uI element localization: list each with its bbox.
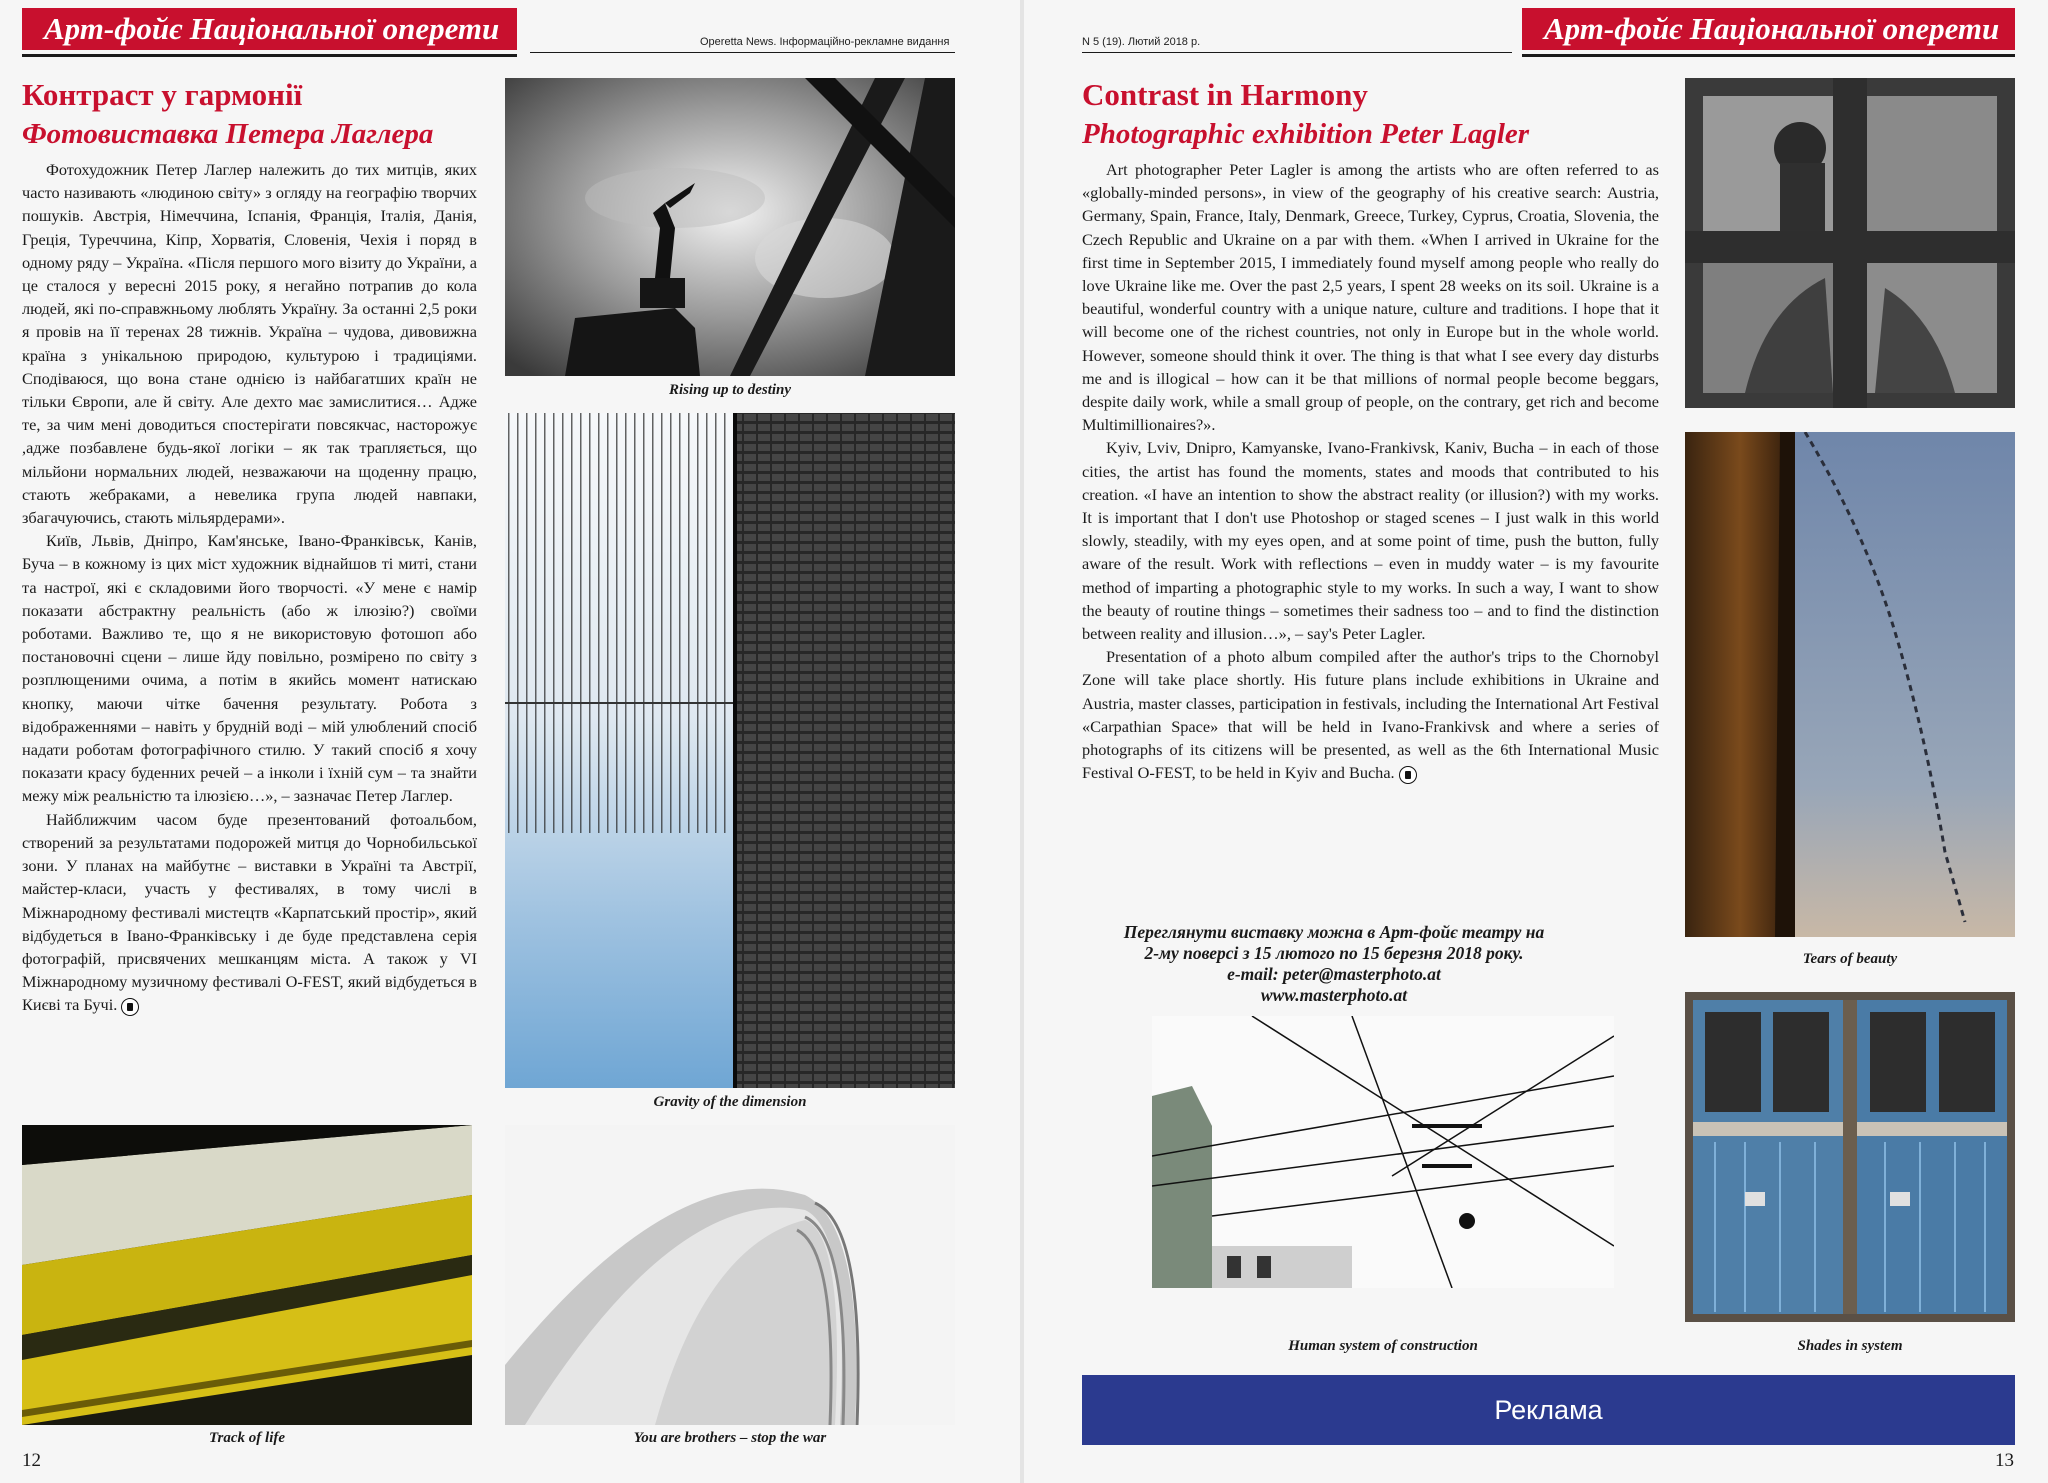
- left-paragraph-text: Найближчим часом буде презентований фотоальбом, створений за результатами подорожей митця до Чорнобильської зони. У планах на майбутнє – виставки в Україні та Австрії, майстер-класи, участь у фестивалях, в тому числі в Міжнародному фестивалі мистецтв «Карпатський простір», який відбудеться в Івано-Франківську і де буде представлена серія фотографій, присвячених мешканцям міста. А також у VI Міжнародному музичному фестивалі O-FEST, який відбудеться в Києві та Бучі.: [22, 809, 477, 1015]
- photo-tears-of-beauty-image: [1685, 432, 2015, 937]
- right-paragraph: Kyiv, Lviv, Dnipro, Kamyanske, Ivano-Frankivsk, Kaniv, Bucha – in each of those cities, the artist has found the moments, states and moods that contributed to his creation. «I have an intention to show the abstract reality (or illusion?) with my works. It is important that I don't use Photoshop or staged scenes – I just walk in this world slowly, steadily, with my eyes open, and at some point of time, push the button, fully aware of the result. Work with reflections – even in muddy water – is my favourite method of imparting a photographic style to my works. In such a way, I want to show the beauty of routine things – sometimes their sadness too – and to find the distinction between reality and illusion…», – say's Peter Lagler.: [1082, 438, 1659, 644]
- right-article-title: Contrast in Harmony: [1082, 77, 1368, 112]
- right-paragraph-text: Presentation of a photo album compiled after the author's trips to the Chornobyl Zone will take place shortly. His future plans include exhibitions in Ukraine and Austria, master classes, participation in festivals, including the International Art Festival «Carpathian Space» that will be held in Ivano-Frankivsk and where a series of photographs of its citizens will be presented, as well as the 6th International Music Festival O-FEST, to be held in Kyiv and Bucha.: [1082, 647, 1659, 783]
- caption-rising-up: Rising up to destiny: [668, 382, 792, 398]
- advertisement-bar: Реклама: [1082, 1375, 2015, 1445]
- photo-gravity-image: [505, 413, 955, 1088]
- photo-rising-up-image: [505, 78, 955, 376]
- left-banner-rule: [22, 54, 517, 57]
- caption-gravity: Gravity of the dimension: [653, 1094, 807, 1110]
- right-article-body: [1082, 158, 1659, 784]
- photo-window-reflection-image: [1685, 78, 2015, 408]
- photo-shades-in-system-image: [1685, 992, 2015, 1322]
- left-header-line: [530, 52, 955, 53]
- notice-line: 2-му поверсі з 15 лютого по 15 березня 2018 року.: [1144, 943, 1524, 963]
- end-mark-icon: [121, 998, 139, 1016]
- caption-human-system: Human system of construction: [1288, 1338, 1478, 1354]
- photo-gravity: [505, 413, 955, 1088]
- page-spine: [1020, 0, 1024, 1483]
- left-article-body: [22, 158, 477, 1017]
- left-banner: Арт-фойє Національної оперети: [22, 8, 517, 50]
- photo-human-system-image: [1152, 1016, 1614, 1288]
- right-banner: Арт-фойє Національної оперети: [1522, 8, 2015, 50]
- right-paragraph: [1082, 645, 1659, 784]
- publication-label: Operetta News. Інформаційно-рекламне видання: [700, 36, 950, 48]
- photo-brothers-image: [505, 1125, 955, 1425]
- photo-rising-up: [505, 78, 955, 376]
- right-header-line: [1082, 52, 1512, 53]
- caption-tears-of-beauty: Tears of beauty: [1802, 951, 1898, 967]
- exhibition-notice: [1074, 922, 1594, 1006]
- notice-website: www.masterphoto.at: [1260, 985, 1408, 1005]
- photo-window-reflection: [1685, 78, 2015, 408]
- left-paragraph: Фотохудожник Петер Лаглер належить до тих митців, яких часто називають «людиною світу» з огляду на географію творчих пошуків. Австрія, Німеччина, Іспанія, Франція, Італія, Данія, Греція, Туреччина, Кіпр, Хорватія, Словенія, Чехія і поряд в одному ряду – Україна. «Після першого мого візиту до України, а це сталося у вересні 2015 року, я негайно потрапив до кола людей, які по-справжньому люблять Україну. За останні 2,5 роки я провів на її теренах 28 тижнів. Україна – чудова, дивовижна країна з унікальною природою, культурою і традиціями. Сподіваюся, що вона стане однією із найбагатших країн не тільки Європи, але й світу. Але дехто має замислитися… Адже те, за чим мені доводиться спостерігати повсякчас, насторожує ,адже позбавлене будь-якої логіки – як так трапляється, що мільйони нормальних людей, незважаючи на щоденну працю, стають жебраками, а невелика група людей навпаки, збагачуючись, стають мільярдерами».: [22, 160, 477, 528]
- photo-tears-of-beauty: [1685, 432, 2015, 937]
- end-mark-icon: [1399, 766, 1417, 784]
- right-paragraph: Art photographer Peter Lagler is among the artists who are often referred to as «globally-minded persons», in view of the geography of his creative search: Austria, Germany, Spain, France, Italy, Denmark, Greece, Turkey, Cyprus, Croatia, Slovenia, the Czech Republic and Ukraine on a par with them. «When I arrived in Ukraine for the first time in September 2015, I immediately found myself among people who really do love Ukraine like me. Over the past 2,5 years, I spent 28 weeks on its soil. Ukraine is a beautiful, wonderful country with a unique nature, culture and traditions. I hope that it will become one of the richest countries, not only in Europe but in the whole world. However, someone should think it over. The thing is that what I see every day disturbs me and is illogical – how can it be that millions of normal people become beggars, despite daily work, while a small group of people, on the contrary, get rich and become Multimillionaires?».: [1082, 160, 1659, 435]
- photo-shades-in-system: [1685, 992, 2015, 1322]
- photo-track-of-life: [22, 1125, 472, 1425]
- photo-brothers: [505, 1125, 955, 1425]
- caption-brothers: You are brothers – stop the war: [633, 1430, 827, 1446]
- photo-track-of-life-image: [22, 1125, 472, 1425]
- caption-shades-in-system: Shades in system: [1797, 1338, 1903, 1354]
- left-page-number: 12: [22, 1450, 41, 1471]
- notice-email: e-mail: peter@masterphoto.at: [1227, 964, 1441, 984]
- left-article-subtitle: Фотовиставка Петера Лаглера: [22, 118, 434, 150]
- photo-human-system: [1152, 1016, 1614, 1288]
- left-paragraph: Київ, Львів, Дніпро, Кам'янське, Івано-Франківськ, Канів, Буча – в кожному із цих міст художник віднайшов ті миті, стани та настрої, які є складовими його творчості. «У мене є намір показати абстрактну реальність (або ж ілюзію?) своїми роботами. Важливо те, що я не використовую фотошоп або постановочні сцени – лише йду повільно, розмірено по світу з розплющеними очима, а потім в якийсь момент натискаю кнопку, маючи чітке бачення результату. Робота з відображеннями – навіть у брудній воді – мій улюблений спосіб надати роботам фотографічного стилю. У такий спосіб я хочу показати красу буденних речей – а інколи і їхній сум – та знайти межу між реальністю та ілюзією…», – зазначає Петер Лаглер.: [22, 531, 477, 806]
- right-banner-rule: [1522, 54, 2015, 57]
- left-article-title: Контраст у гармонії: [22, 77, 303, 112]
- notice-line: Переглянути виставку можна в Арт-фойє театру на: [1123, 922, 1545, 942]
- caption-track-of-life: Track of life: [208, 1430, 286, 1446]
- right-page-number: 13: [1995, 1450, 2014, 1471]
- right-article-subtitle: Photographic exhibition Peter Lagler: [1082, 118, 1530, 150]
- left-paragraph: [22, 808, 477, 1017]
- issue-label: N 5 (19). Лютий 2018 р.: [1082, 36, 1201, 48]
